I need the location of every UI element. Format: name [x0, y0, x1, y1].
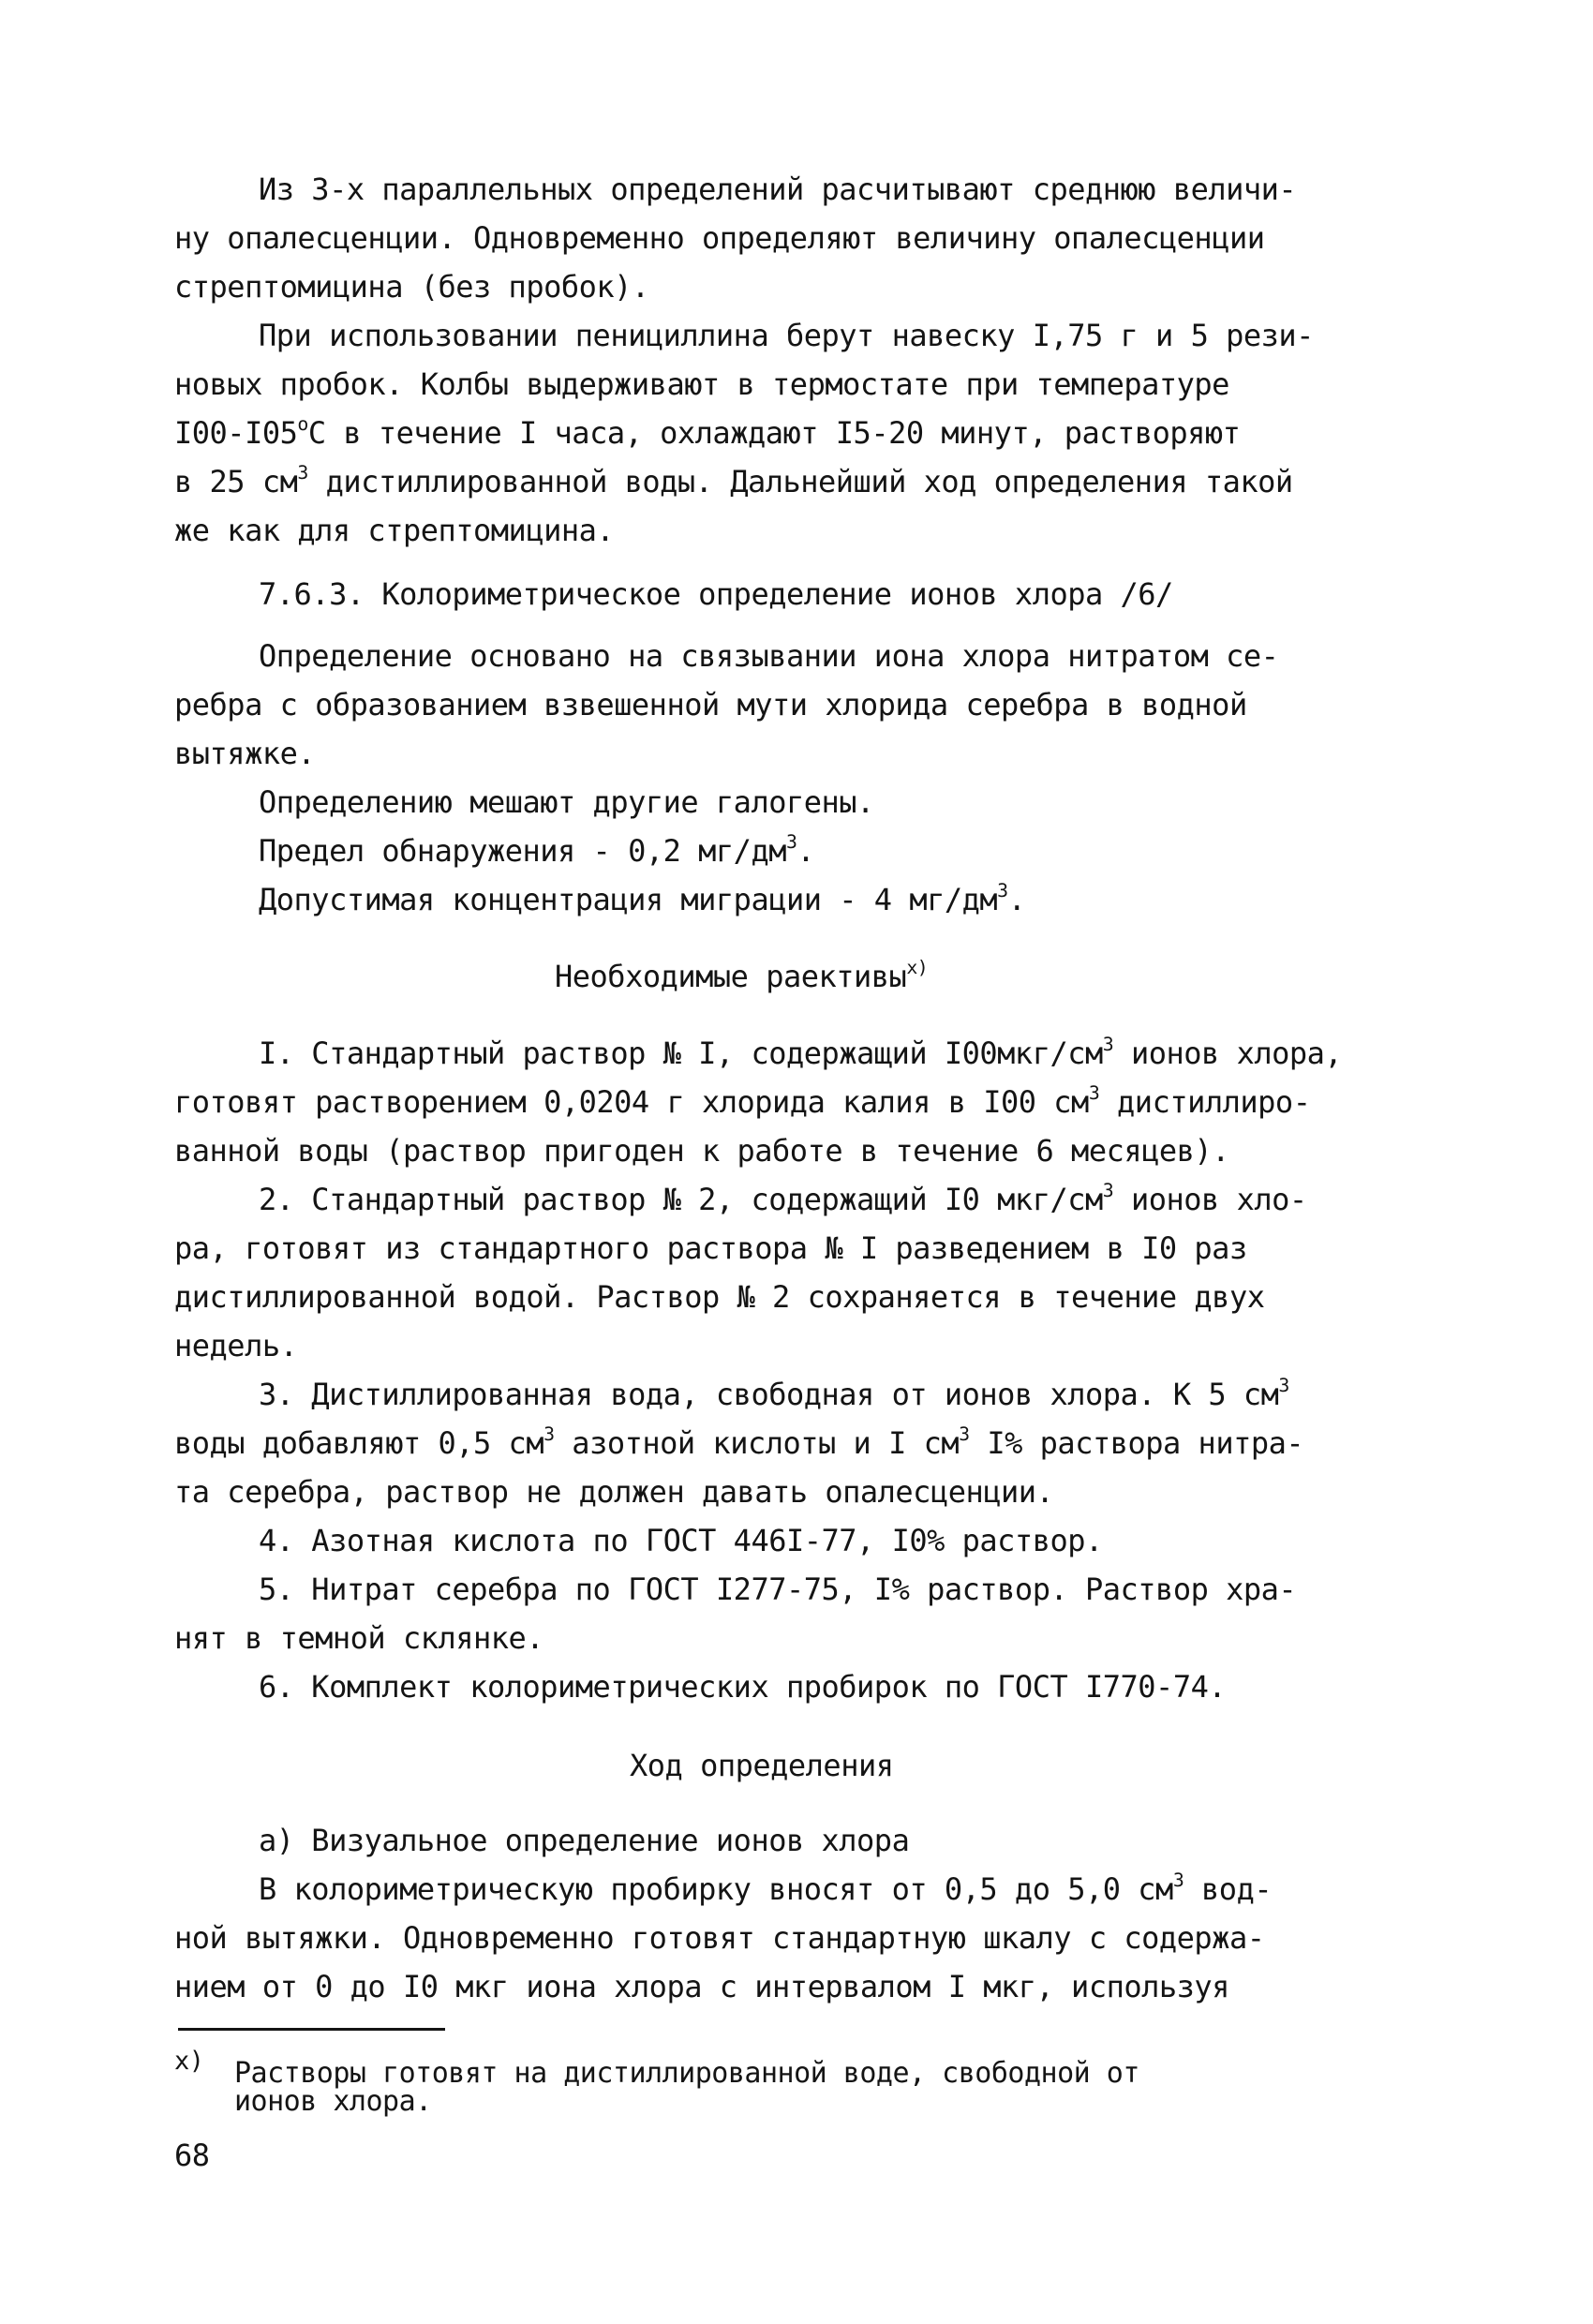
text-segment: в 25 см [174, 464, 298, 499]
superscript: о [297, 413, 308, 436]
text-line [174, 463, 1293, 500]
text-segment: Из 3-х параллельных определений расчитывают среднюю величи- [259, 171, 1297, 207]
footnote-marker: х) [174, 2047, 204, 2076]
text-segment: новых пробок. Колбы выдерживают в термостате при температуре [174, 366, 1229, 402]
superscript: 3 [297, 462, 308, 484]
text-line [174, 1473, 1053, 1511]
text-segment: ребра с образованием взвешенной мути хлорида серебра в водной [174, 687, 1247, 723]
text-segment: 6. Комплект колориметрических пробирок по ГОСТ I770-74. [259, 1669, 1227, 1705]
text-line [259, 1822, 909, 1859]
text-segment: Определение основано на связывании иона хлора нитратом се- [259, 638, 1279, 674]
text-segment: 4. Азотная кислота по ГОСТ 446I-77, I0% раствор. [259, 1523, 1103, 1558]
superscript: 3 [1172, 1870, 1184, 1892]
text-line [174, 686, 1247, 723]
text-segment: С в течение I часа, охлаждают I5-20 минут, растворяют [307, 415, 1241, 451]
text-segment: 3. Дистиллированная вода, свободная от ионов хлора. К 5 см [259, 1377, 1279, 1412]
text-line [174, 1619, 543, 1657]
text-segment: I00-I05 [174, 415, 298, 451]
text-line [174, 1278, 1264, 1316]
text-segment: ра, готовят из стандартного раствора № I разведением в I0 раз [174, 1230, 1247, 1266]
text-segment: вытяжке. [174, 736, 316, 771]
text-segment: воды добавляют 0,5 см [174, 1425, 544, 1461]
text-segment: дистиллированной воды. Дальнейший ход определения такой [307, 464, 1293, 499]
text-line [174, 414, 1240, 452]
text-segment: Предел обнаружения - 0,2 мг/дм [259, 833, 786, 869]
text-segment: ионов хло- [1113, 1182, 1307, 1217]
text-line [259, 171, 1296, 208]
text-line [259, 575, 1173, 613]
text-line [259, 1571, 1296, 1608]
text-segment: Ход определения [630, 1748, 894, 1783]
text-segment: же как для стрептомицина. [174, 513, 615, 548]
text-line [174, 1327, 297, 1364]
text-segment: . [1007, 882, 1026, 917]
superscript: 3 [785, 831, 797, 854]
text-segment: дистиллированной водой. Раствор № 2 сохраняется в течение двух [174, 1279, 1265, 1315]
superscript: 3 [959, 1423, 970, 1446]
text-line [630, 1747, 893, 1784]
text-segment: 5. Нитрат серебра по ГОСТ I277-75, I% раствор. Раствор хра- [259, 1572, 1297, 1607]
text-segment: нят в темной склянке. [174, 1620, 544, 1656]
text-segment: Необходимые раективы [555, 959, 907, 994]
text-segment: В колориметрическую пробирку вносят от 0,5 до 5,0 см [259, 1871, 1173, 1907]
superscript: 3 [1278, 1375, 1289, 1397]
text-line [259, 881, 1025, 918]
text-segment: ной вытяжки. Одновременно готовят стандартную шкалу с содержа- [174, 1920, 1265, 1956]
text-line [174, 1083, 1310, 1121]
text-line [259, 317, 1314, 354]
text-line [174, 1229, 1247, 1267]
superscript: 3 [543, 1423, 555, 1446]
text-segment: недель. [174, 1328, 298, 1363]
text-segment: 2. Стандартный раствор № 2, содержащий I0 мкг/см [259, 1182, 1103, 1217]
text-segment: вод- [1184, 1871, 1273, 1907]
superscript: 3 [1102, 1034, 1114, 1056]
text-line [174, 1424, 1303, 1462]
page-number: 68 [174, 2138, 210, 2173]
text-line [259, 1376, 1289, 1413]
text-segment: Определению мешают другие галогены. [259, 784, 874, 820]
text-segment: При использовании пенициллина берут навеску I,75 г и 5 рези- [259, 318, 1314, 353]
text-segment: та серебра, раствор не должен давать опалесценции. [174, 1474, 1054, 1510]
text-segment: ну опалесценции. Одновременно определяют величину опалесценции [174, 220, 1265, 256]
text-line [259, 1522, 1103, 1559]
text-segment: нием от 0 до I0 мкг иона хлора с интервалом I мкг, используя [174, 1969, 1229, 2004]
superscript: 3 [1102, 1180, 1114, 1202]
text-line [259, 1870, 1272, 1908]
text-segment: дистиллиро- [1099, 1084, 1311, 1120]
text-segment: I% раствора нитра- [969, 1425, 1304, 1461]
footnote-rule [178, 2028, 445, 2031]
text-segment: ванной воды (раствор пригоден к работе в течение 6 месяцев). [174, 1133, 1229, 1169]
text-line [174, 735, 315, 772]
footnote-line: ионов хлора. [234, 2085, 432, 2118]
text-line [259, 783, 874, 821]
text-line [259, 637, 1278, 675]
text-line [555, 958, 928, 995]
text-segment: Допустимая концентрация миграции - 4 мг/дм [259, 882, 998, 917]
text-line [174, 268, 649, 305]
text-line [174, 365, 1229, 403]
superscript: 3 [1088, 1082, 1100, 1105]
superscript: х) [906, 957, 929, 979]
text-segment: . [796, 833, 815, 869]
text-line [259, 1668, 1226, 1706]
text-line [259, 1181, 1307, 1218]
text-segment: азотной кислоты и I см [554, 1425, 960, 1461]
text-segment: ионов хлора, [1113, 1035, 1343, 1071]
superscript: 3 [997, 880, 1008, 902]
text-line [174, 1919, 1264, 1957]
text-segment: готовят растворением 0,0204 г хлорида калия в I00 см [174, 1084, 1089, 1120]
text-line [259, 832, 814, 870]
text-line [174, 219, 1264, 257]
text-segment: I. Стандартный раствор № I, содержащий I00мкг/см [259, 1035, 1103, 1071]
text-line [174, 1968, 1229, 2005]
text-line [174, 1132, 1229, 1169]
text-segment: стрептомицина (без пробок). [174, 269, 649, 305]
text-line [174, 512, 614, 549]
footnote-line: Растворы готовят на дистиллированной воде, свободной от [234, 2057, 1139, 2090]
text-segment: 7.6.3. Колориметрическое определение ионов хлора /6/ [259, 576, 1173, 612]
text-line [259, 1035, 1342, 1072]
text-segment: а) Визуальное определение ионов хлора [259, 1823, 910, 1858]
